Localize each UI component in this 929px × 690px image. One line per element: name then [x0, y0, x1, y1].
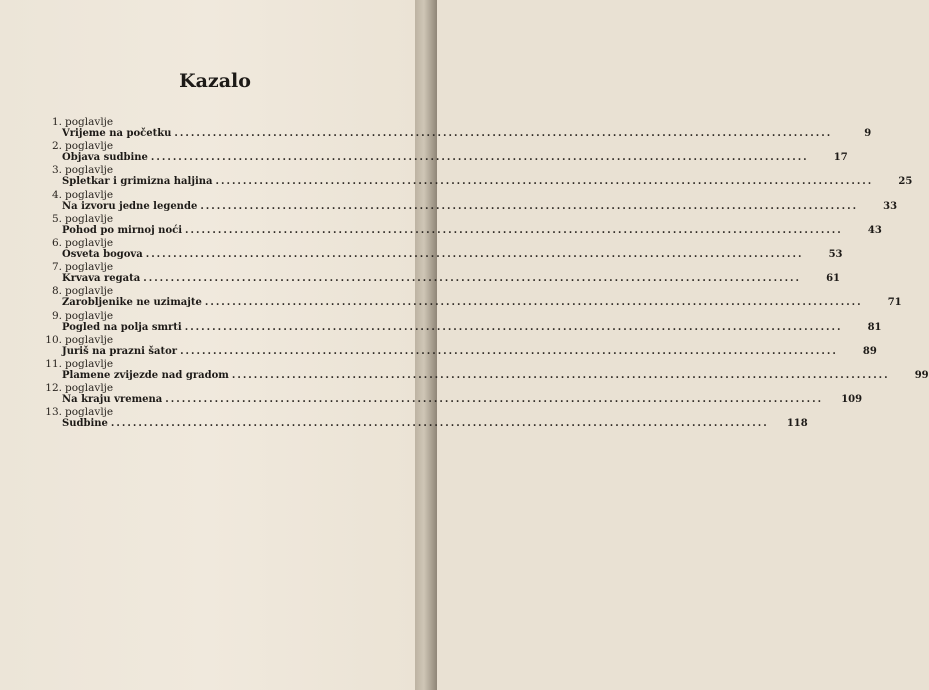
- chapter-title: Plamene zvijezde nad gradom: [62, 369, 229, 381]
- chapter-number: 4.: [51, 188, 62, 201]
- chapter-title: Krvava regata: [62, 273, 141, 285]
- toc-entry: [32, 212, 882, 237]
- chapter-number: 11.: [45, 357, 62, 370]
- dot-leader: ........................................................................................................................: [145, 248, 804, 260]
- toc-entry: [32, 236, 843, 261]
- chapter-label: poglavlje: [65, 188, 114, 201]
- page-number: 17: [833, 152, 848, 164]
- page-number: 61: [826, 273, 841, 285]
- toc-entry: [32, 309, 882, 334]
- chapter-number: 13.: [45, 406, 62, 419]
- toc-entry: [32, 382, 863, 406]
- chapter-label: poglavlje: [65, 140, 114, 153]
- table-of-contents: [32, 116, 929, 430]
- dot-leader: ........................................................................................................................: [184, 321, 843, 333]
- chapter-number: 5.: [51, 212, 62, 225]
- dot-leader: ........................................................................................................................: [180, 345, 838, 357]
- chapter-label: poglavlje: [65, 382, 114, 395]
- page-number: 81: [867, 321, 882, 333]
- chapter-title: Na izvoru jedne legende: [62, 200, 198, 212]
- dot-leader: ........................................................................................................................: [204, 297, 863, 309]
- chapter-title: Vrijeme na početku: [62, 128, 172, 139]
- chapter-label: poglavlje: [65, 333, 114, 346]
- chapter-label: poglavlje: [65, 236, 114, 249]
- toc-entry: [32, 357, 929, 382]
- chapter-label: poglavlje: [65, 164, 114, 177]
- dot-leader: ........................................................................................................................: [143, 273, 802, 285]
- page-number: 99: [914, 369, 929, 381]
- page-number: 118: [786, 418, 808, 430]
- toc-entry: [32, 140, 848, 164]
- chapter-title: Objava sudbine: [62, 152, 148, 164]
- page-number: 89: [862, 345, 877, 357]
- dot-leader: ........................................................................................................................: [185, 224, 843, 236]
- page-number: 33: [883, 200, 898, 212]
- chapter-number: 1.: [51, 116, 62, 128]
- chapter-title: Pogled na polja smrti: [62, 321, 182, 333]
- chapter-label: poglavlje: [65, 285, 114, 298]
- toc-entry: [32, 164, 913, 188]
- toc-entry: [32, 285, 902, 309]
- chapter-title: Juriš na prazni šator: [62, 345, 178, 357]
- page-title: Kazalo: [179, 70, 251, 92]
- chapter-number: 9.: [51, 309, 62, 322]
- page-number: 53: [828, 248, 843, 260]
- page-number: 109: [841, 394, 863, 406]
- dot-leader: ........................................................................................................................: [200, 200, 859, 212]
- chapter-number: 2.: [51, 140, 62, 153]
- chapter-label: poglavlje: [65, 309, 114, 322]
- dot-leader: ........................................................................................................................: [110, 418, 769, 430]
- page-number: 9: [864, 128, 872, 139]
- page-number: 25: [898, 176, 913, 188]
- chapter-title: Zarobljenike ne uzimajte: [62, 297, 202, 309]
- chapter-label: poglavlje: [65, 261, 114, 274]
- chapter-title: Spletkar i grimizna haljina: [62, 176, 213, 188]
- chapter-number: 3.: [51, 164, 62, 177]
- chapter-title: Sudbine: [62, 418, 108, 430]
- toc-entry: [32, 333, 877, 358]
- dot-leader: ........................................................................................................................: [215, 176, 874, 188]
- chapter-number: 6.: [51, 236, 62, 249]
- chapter-number: 10.: [45, 333, 62, 346]
- page-number: 71: [887, 297, 902, 309]
- dot-leader: ........................................................................................................................: [231, 369, 890, 381]
- dot-leader: ........................................................................................................................: [150, 152, 809, 164]
- chapter-label: poglavlje: [65, 406, 114, 419]
- toc-entry: [32, 261, 841, 285]
- chapter-number: 8.: [51, 285, 62, 298]
- chapter-title: Na kraju vremena: [62, 394, 163, 406]
- chapter-label: poglavlje: [65, 116, 114, 128]
- toc-entry: [32, 406, 808, 430]
- chapter-number: 7.: [51, 261, 62, 274]
- chapter-number: 12.: [45, 382, 62, 395]
- dot-leader: ........................................................................................................................: [174, 128, 833, 139]
- chapter-title: Pohod po mirnoj noći: [62, 224, 182, 236]
- dot-leader: ........................................................................................................................: [165, 394, 824, 406]
- toc-entry: [32, 188, 898, 213]
- toc-entry: [32, 116, 872, 140]
- chapter-title: Osveta bogova: [62, 248, 143, 260]
- chapter-label: poglavlje: [65, 212, 114, 225]
- chapter-label: poglavlje: [65, 357, 114, 370]
- page-number: 43: [867, 224, 882, 236]
